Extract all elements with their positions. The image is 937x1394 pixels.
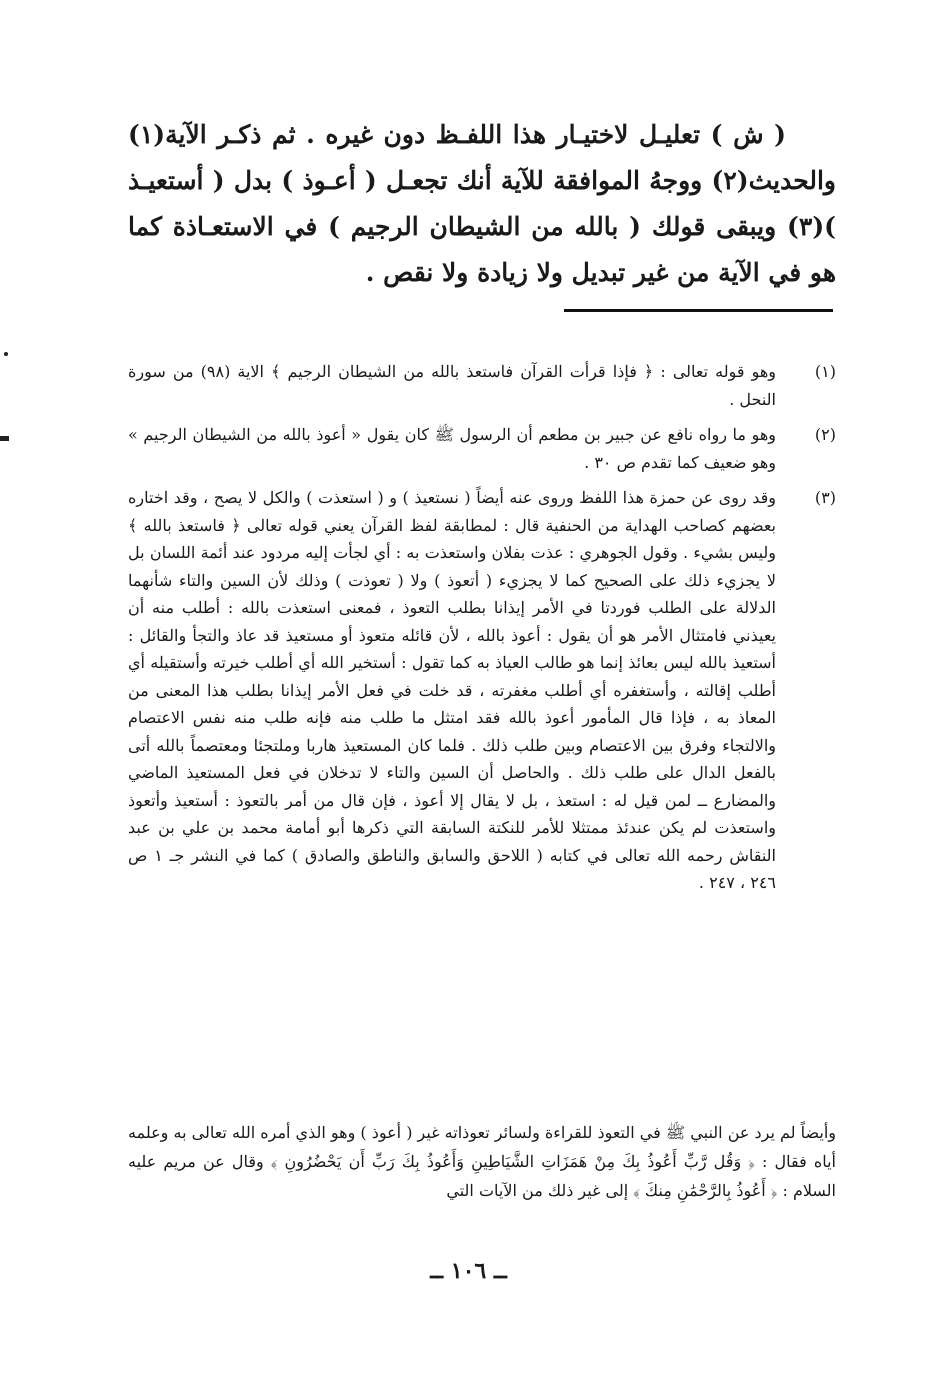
footnote-separator xyxy=(564,309,833,312)
footnote-text: وقد روى عن حمزة هذا اللفظ وروى عنه أيضاً ( نستعيذ ) و ( استعذت ) والكل لا يصح ، وقد اختاره بعضهم كصاحب الهداية من الحنفية قال : لمطابقة لفظ القرآن يعني قوله تعالى ﴿ فاستعذ بالله ﴾ وليس بشيء . وقول الجوهري : عذت بفلان واستعذت به : أي لجأت إليه مردود عند أئمة اللسان بل لا يجزيء ذلك على الصحيح كما لا يجزيء ( أتعوذ ) ولا ( تعوذت ) وذلك لأن السين والتاء شأنهما الدلالة على الطلب فوردتا في الأمر إيذانا بطلب التعوذ ، فمعنى استعذت بالله : أطلب منه أن يعيذني فامتثال الأمر هو أن يقول : أعوذ بالله ، لأن قائله متعوذ أو مستعيذ قد عاذ والتجأ والقائل : أستعيذ بالله ليس بعائذ إنما هو طالب العياذ به كما تقول : أستخير الله أي أطلب خيرته وأستقيله أي أطلب إقالته ، وأستغفره أي أطلب مغفرته ، قد خلت في فعل الأمر إيذانا بطلب هذا المعنى من المعاذ به ، فإذا قال المأمور أعوذ بالله فقد امتثل ما طلب منه فإنه طلب منه نفس الاعتصام والالتجاء وفرق بين الاعتصام وبين طلب ذلك . فلما كان المستعيذ هاربا وملتجئا ومعتصماً بالله أتى بالفعل الدال على طلب ذلك . والحاصل أن السين والتاء لا تدخلان في فعل المستعيذ الماضي والمضارع ــ لمن قيل له : استعذ ، بل لا يقال إلا أعوذ ، فإن قال من أمر بالتعوذ : أستعيذ وأتعوذ واستعذت لم يكن عندئذ ممتثلا للأمر للنكتة السابقة التي ذكرها أبو أمامة محمد بن علي بن عبد النقاش رحمه الله تعالى في كتابه ( اللاحق والسابق والناطق والصادق ) كما في النشر جـ ١ ص ٢٤٦ ، ٢٤٧ . xyxy=(128,488,776,892)
commentary-text: ( ش ) تعليـل لاختيـار هذا اللفـظ دون غيره . ثم ذكـر الآية(١) والحديث(٢) ووجهُ الموافقة للآية أنك تجعـل ( أعـوذ ) بدل ( أستعيـذ )(٣) ويبقى قولك ( بالله من الشيطان الرجيم ) في الاستعـاذة كما هو في الآية من غير تبديل ولا زيادة ولا نقص . xyxy=(128,120,836,287)
footnote-text: وهو ما رواه نافع عن جبير بن مطعم أن الرسول ﷺ كان يقول « أعوذ بالله من الشيطان الرجيم » وهو ضعيف كما تقدم ص ٣٠ . xyxy=(128,425,776,472)
scan-edge-mark xyxy=(0,436,9,441)
scan-dot-mark xyxy=(4,352,8,356)
footnote-number: (١) xyxy=(814,362,836,381)
footnote-2 xyxy=(128,421,836,476)
footnotes xyxy=(128,358,836,905)
footnote-1 xyxy=(128,358,836,413)
page-number: ــ ١٠٦ ــ xyxy=(430,1258,507,1284)
footnote-number: (٣) xyxy=(814,488,836,507)
commentary-paragraph xyxy=(128,112,836,296)
footnote-text: وهو قوله تعالى : ﴿ فإذا قرأت القرآن فاستعذ بالله من الشيطان الرجيم ﴾ الاية (٩٨) من سورة النحل . xyxy=(128,362,776,409)
footnote-continuation: وأيضاً لم يرد عن النبي ﷺ في التعوذ للقراءة ولسائر تعوذاته غير ( أعوذ ) وهو الذي أمره الله تعالى به وعلمه أياه فقال : ﴿ وَقُل رَّبِّ أَعُوذُ بِكَ مِنْ هَمَزَاتِ الشَّيَاطِينِ وَأَعُوذُ بِكَ رَبِّ أَن يَحْضُرُونِ ﴾ وقال عن مريم عليه السلام : ﴿ أَعُوذُ بِالرَّحْمَٰنِ مِنكَ ﴾ إلى غير ذلك من الآيات التي xyxy=(128,1123,837,1200)
footnote-number: (٢) xyxy=(814,425,836,444)
footnote-3 xyxy=(128,484,836,897)
